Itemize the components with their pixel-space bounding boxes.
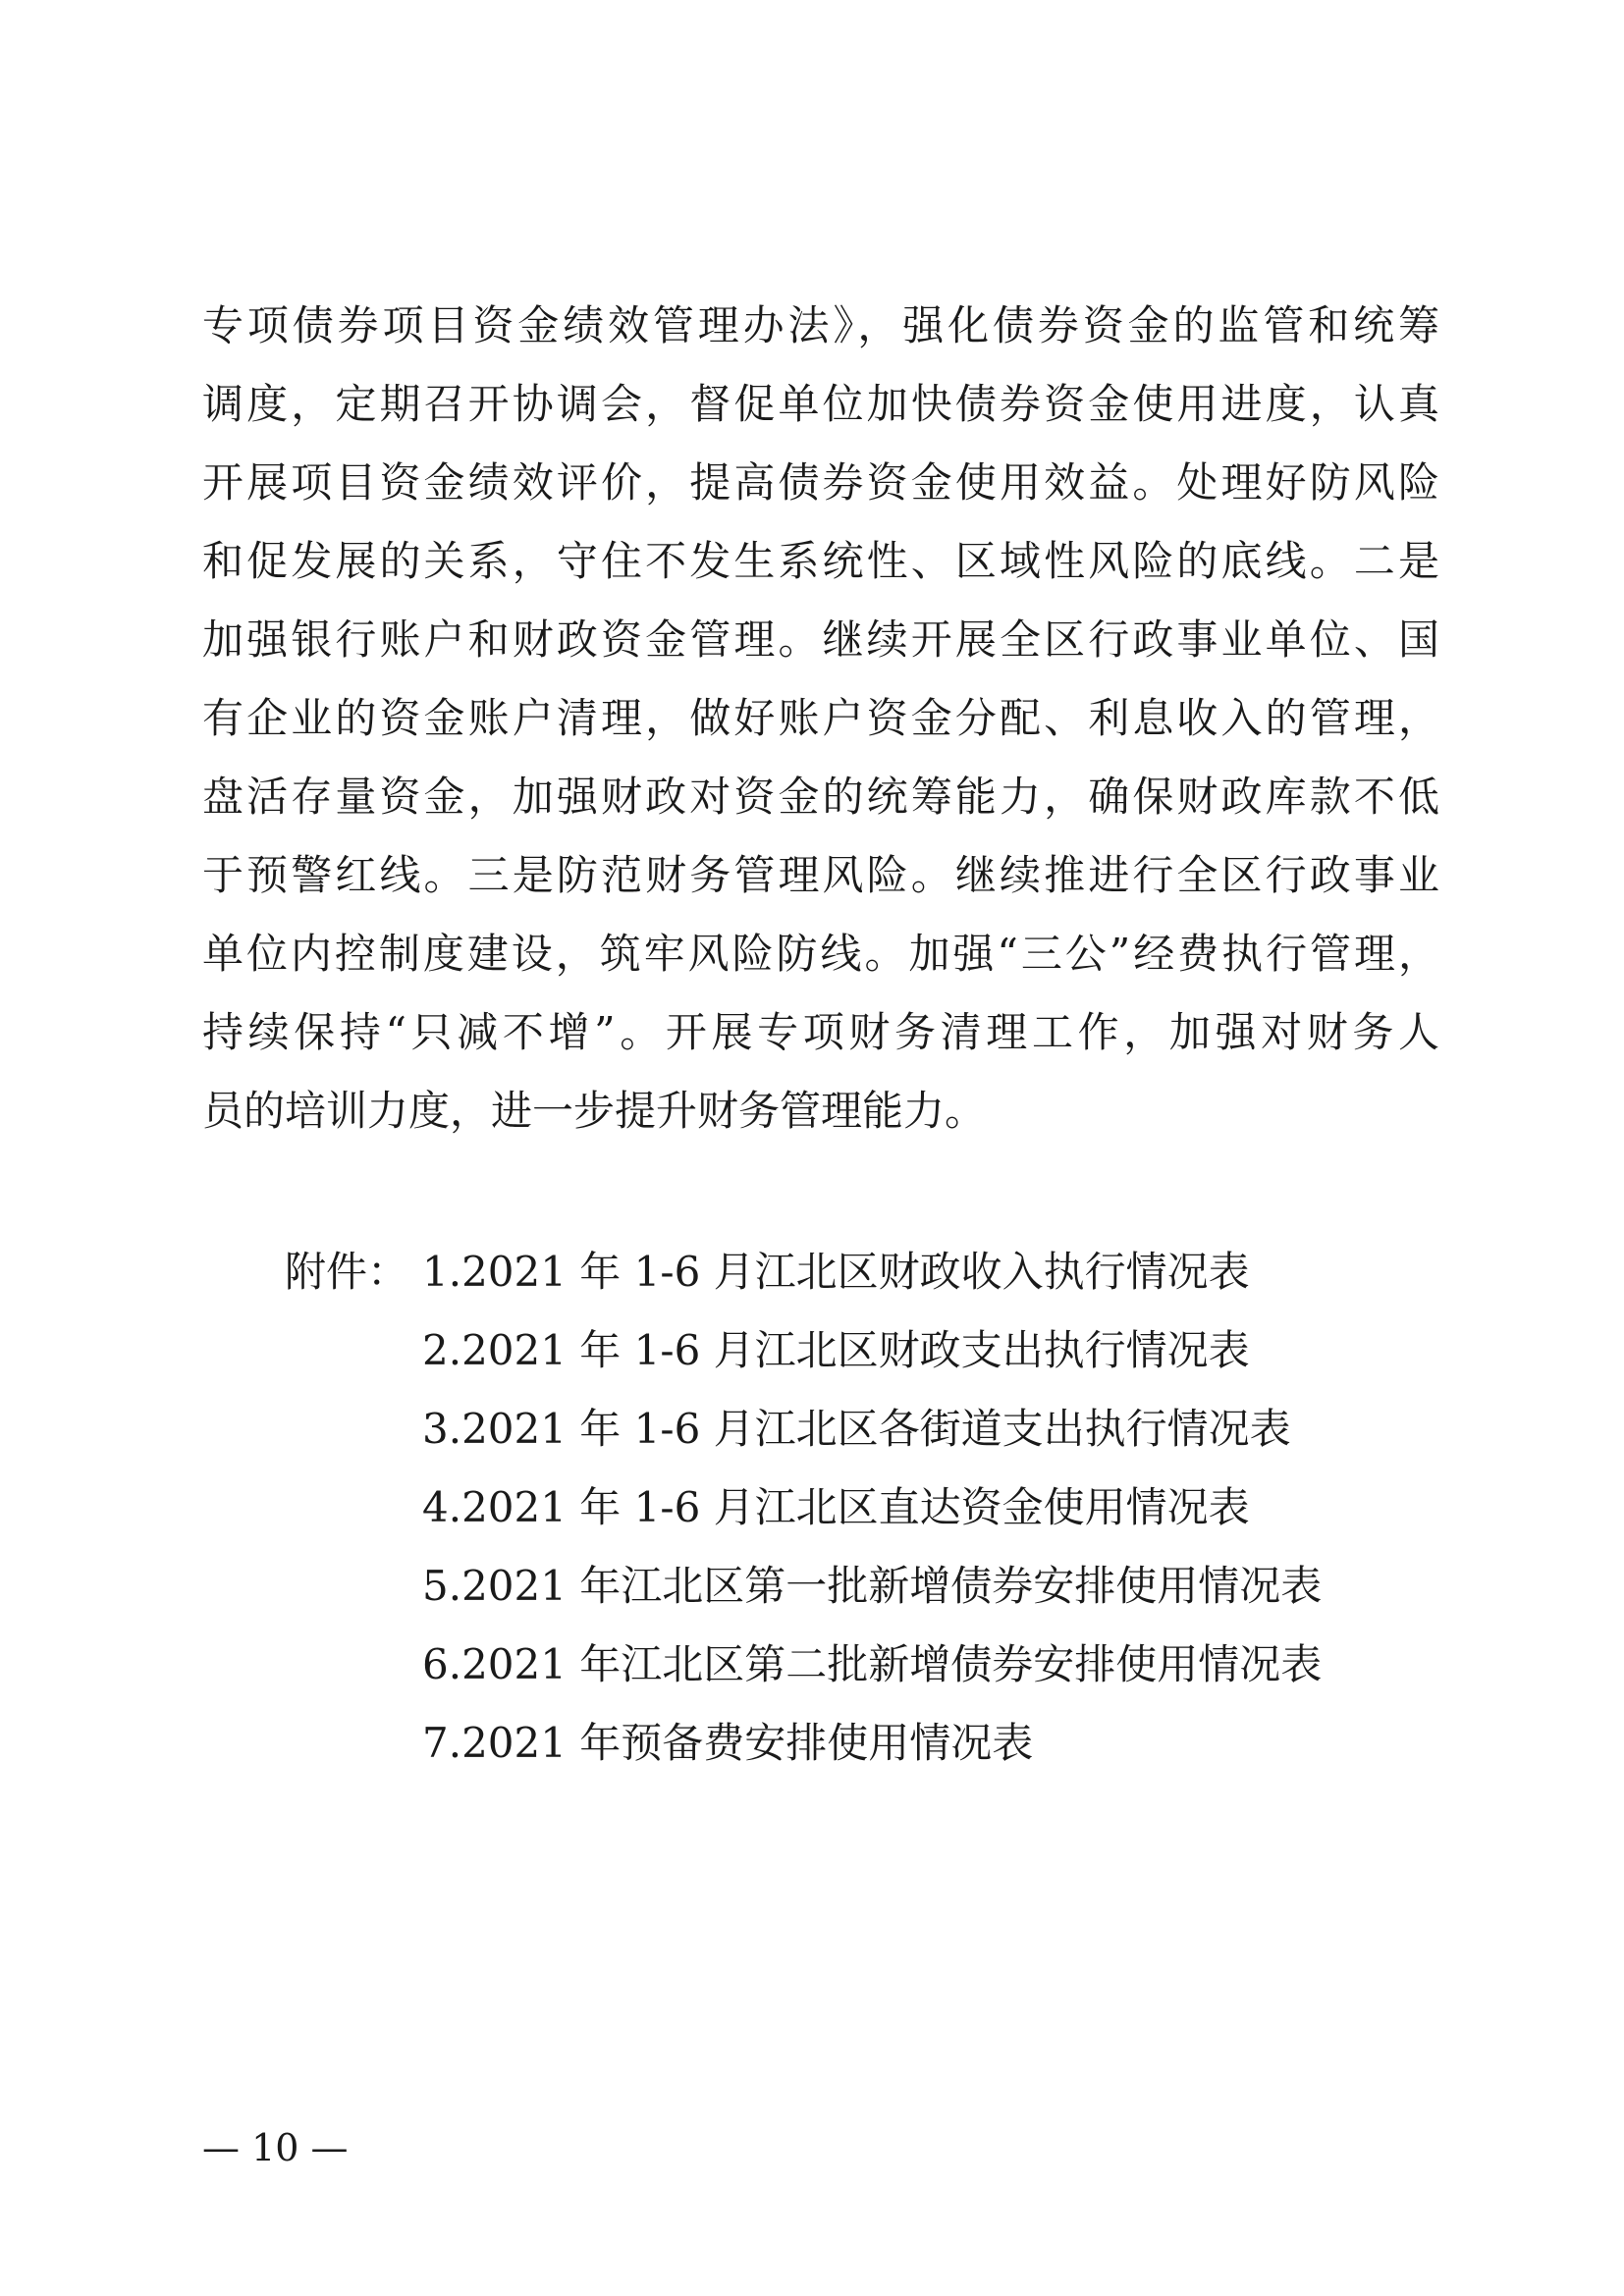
body-line-11: 员的培训力度，进一步提升财务管理能力。 [202, 1087, 987, 1135]
body-line-1: 专项债券项目资金绩效管理办法》，强化债券资金的监管和统筹 [202, 301, 1439, 349]
attachment-item-2: 2.2021 年 1-6 月江北区财政支出执行情况表 [422, 1326, 1250, 1374]
attachment-row [285, 1468, 1365, 1547]
body-line-9: 单位内控制度建设，筑牢风险防线。加强“三公”经费执行管理， [202, 930, 1439, 978]
attachment-row [285, 1233, 1365, 1311]
attachment-item-5: 5.2021 年江北区第一批新增债券安排使用情况表 [422, 1562, 1323, 1610]
body-line-10: 持续保持“只减不增”。开展专项财务清理工作，加强对财务人 [202, 1008, 1439, 1056]
attachment-item-4: 4.2021 年 1-6 月江北区直达资金使用情况表 [422, 1483, 1250, 1531]
body-line-3: 开展项目资金绩效评价，提高债券资金使用效益。处理好防风险 [202, 458, 1439, 507]
body-line-6: 有企业的资金账户清理，做好账户资金分配、利息收入的管理， [202, 694, 1439, 742]
attachment-row [285, 1626, 1365, 1704]
attachment-row [285, 1547, 1365, 1626]
attachment-row [285, 1704, 1365, 1783]
attachment-row [285, 1390, 1365, 1468]
attachment-item-1: 1.2021 年 1-6 月江北区财政收入执行情况表 [422, 1248, 1250, 1296]
page-number: — 10 — [202, 2126, 349, 2169]
body-line-5: 加强银行账户和财政资金管理。继续开展全区行政事业单位、国 [202, 615, 1439, 664]
attachment-item-7: 7.2021 年预备费安排使用情况表 [422, 1719, 1034, 1767]
attachment-list [285, 1233, 1365, 1783]
attachment-label: 附件： [285, 1248, 409, 1296]
attachment-item-6: 6.2021 年江北区第二批新增债券安排使用情况表 [422, 1640, 1323, 1688]
body-paragraph [202, 287, 1439, 1150]
body-line-7: 盘活存量资金，加强财政对资金的统筹能力，确保财政库款不低 [202, 773, 1439, 821]
attachment-item-3: 3.2021 年 1-6 月江北区各街道支出执行情况表 [422, 1405, 1291, 1453]
attachment-row [285, 1311, 1365, 1390]
body-line-2: 调度，定期召开协调会，督促单位加快债券资金使用进度，认真 [202, 380, 1439, 428]
body-line-8: 于预警红线。三是防范财务管理风险。继续推进行全区行政事业 [202, 851, 1439, 899]
body-line-4: 和促发展的关系，守住不发生系统性、区域性风险的底线。二是 [202, 537, 1439, 585]
